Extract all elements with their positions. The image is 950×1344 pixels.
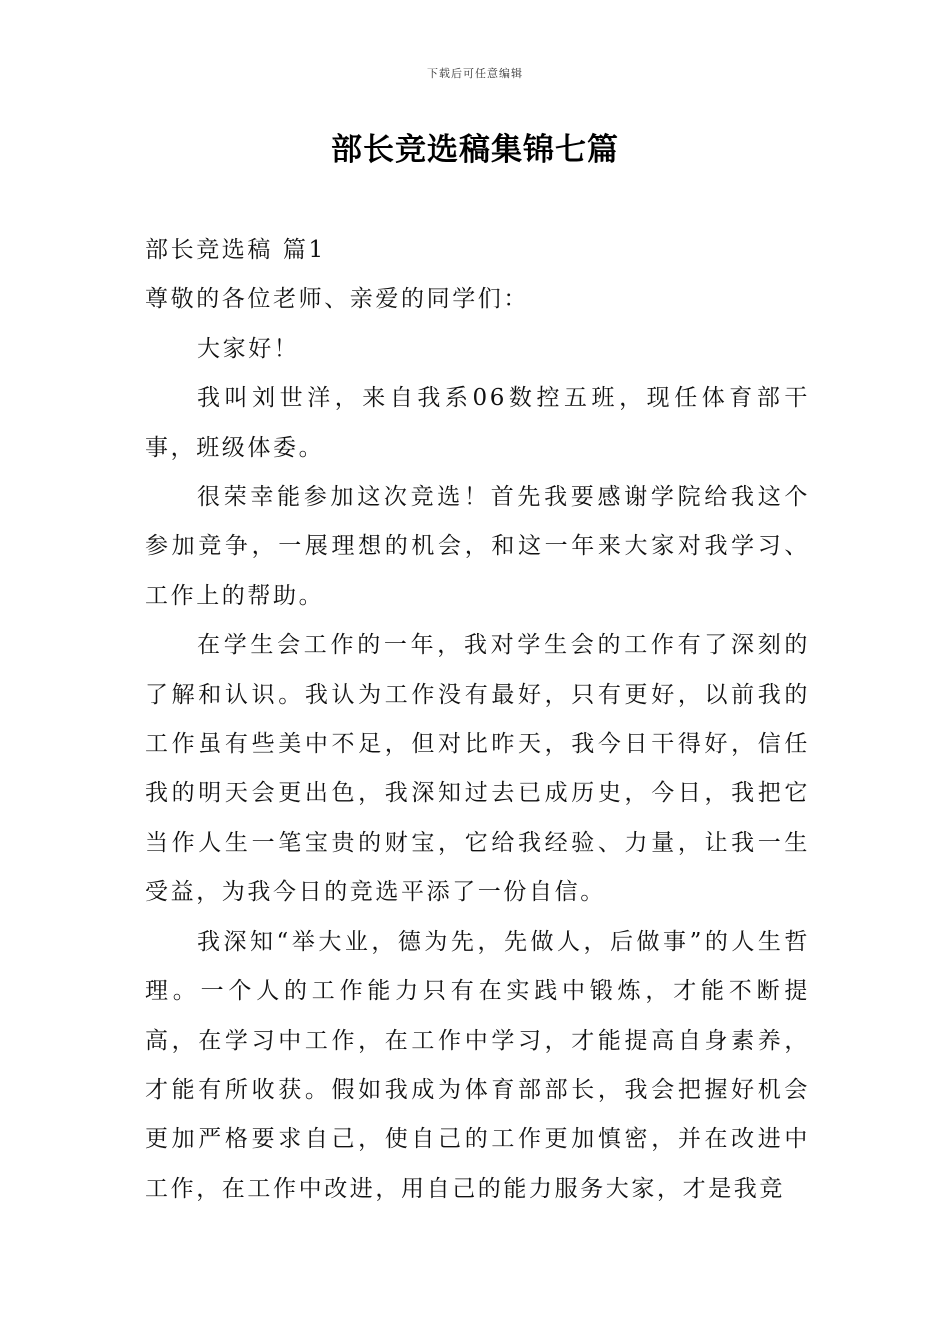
paragraph-experience: 在学生会工作的一年，我对学生会的工作有了深刻的了解和认识。我认为工作没有最好，只有更好，以前我的工作虽有些美中不足，但对比昨天，我今日干得好，信任我的明天会更出色，我深知过去已成历史，今日，我把它当作人生一笔宝贵的财宝，它给我经验、力量，让我一生受益，为我今日的竞选平添了一份自信。 — [145, 632, 810, 906]
paragraph-philosophy: 我深知“举大业，德为先，先做人，后做事”的人生哲理。一个人的工作能力只有在实践中锻炼，才能不断提高，在学习中工作，在工作中学习，才能提高自身素养，才能有所收获。假如我成为体育部部长，我会把握好机会更加严格要求自己，使自己的工作更加慎密，并在改进中工作，在工作中改进，用自己的能力服务大家，才是我竞 — [145, 928, 810, 1202]
section-heading: 部长竞选稿 篇1 — [145, 237, 326, 263]
paragraph-introduction: 我叫刘世洋，来自我系06数控五班，现任体育部干事，班级体委。 — [145, 385, 810, 461]
page-header-note: 下载后可任意编辑 — [427, 67, 523, 80]
document-body — [145, 226, 810, 1214]
paragraph-thanks: 很荣幸能参加这次竞选！首先我要感谢学院给我这个参加竞争，一展理想的机会，和这一年来大家对我学习、工作上的帮助。 — [145, 484, 810, 609]
salutation: 尊敬的各位老师、亲爱的同学们： — [145, 286, 529, 313]
paragraph-greeting: 大家好！ — [197, 335, 300, 362]
document-title: 部长竞选稿集锦七篇 — [331, 132, 619, 168]
